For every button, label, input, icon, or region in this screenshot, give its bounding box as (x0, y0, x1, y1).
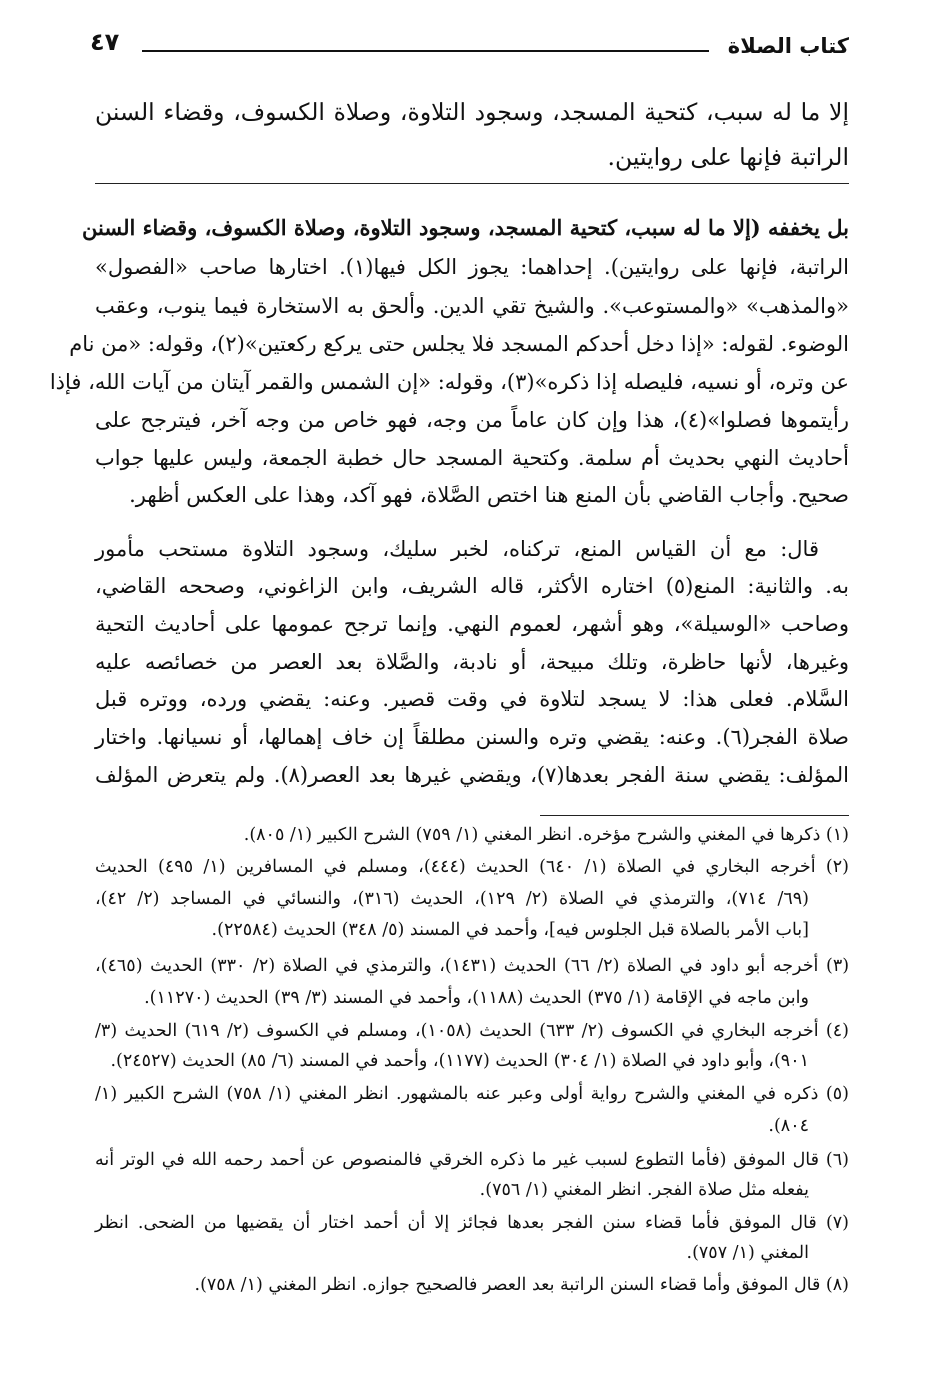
commentary-line: السَّلام. فعلى هذا: لا يسجد لتلاوة في وقت قصير. وعنه: يقضي ورده، ووتره قبل (95, 687, 849, 711)
page-header (90, 26, 849, 66)
footnote-line: ٩٠١)، وأبو داود في الصلاة (١/ ٣٠٤) الحديث (١١٧٧)، وأحمد في المسند (٦/ ٨٥) الحديث (٢٤٥٢٧). (110, 1051, 809, 1071)
header-rule (142, 50, 709, 52)
commentary-line: به. والثانية: المنع(٥) اختاره الأكثر، قاله الشريف، وابن الزاغوني، وصححه القاضي، (95, 574, 849, 598)
footnote-line: (٣) أخرجه أبو داود في الصلاة (٢/ ٦٦) الحديث (١٤٣١)، والترمذي في الصلاة (٢/ ٣٣٠) الحديث (٤٦٥)، (95, 956, 850, 976)
footnote-line: (٢) أخرجه البخاري في الصلاة (١/ ٦٤٠) الحديث (٤٤٤)، ومسلم في المسافرين (١/ ٤٩٥) الحديث (95, 857, 849, 877)
page-number: ٤٧ (90, 28, 120, 56)
footnote-line: [باب الأمر بالصلاة قبل الجلوس فيه]، وأحمد في المسند (٥/ ٣٤٨) الحديث (٢٢٥٨٤). (211, 920, 809, 940)
footnote-line: (٥) ذكره في المغني والشرح رواية أولى وعبر عنه بالمشهور. انظر المغني (١/ ٧٥٨) الشرح الكبير (١/ (95, 1084, 849, 1104)
footnote-line: يفعله مثل صلاة الفجر. انظر المغني (١/ ٧٥٦). (479, 1180, 809, 1200)
commentary-line: وصاحب «الوسيلة»، وهو أشهر، لعموم النهي. وإنما ترجح عمومها على أحاديث التحية (95, 612, 849, 636)
footnote-line: (٦٩/ ٧١٤)، والترمذي في الصلاة (٢/ ١٢٩)، الحديث (٣١٦)، والنسائي في المساجد (٢/ ٤٢)، (95, 889, 809, 909)
footnote-line: (٧) قال الموفق فأما قضاء سنن الفجر بعدها فجائز إلا أن أحمد اختار أن يقضيها من الضحى. انظر (95, 1213, 849, 1233)
commentary-line: «والمذهب» «والمستوعب». والشيخ تقي الدين. وألحق به الاستخارة فيما ينوب، وعقب (95, 294, 849, 318)
footnote-divider (540, 815, 849, 816)
footnote-line: ٨٠٤). (768, 1116, 809, 1136)
commentary-line: المؤلف: يقضي سنة الفجر بعدها(٧)، ويقضي غيرها بعد العصر(٨). ولم يتعرض المؤلف (95, 763, 849, 787)
footnote-line: وابن ماجه في الإقامة (١/ ٣٧٥) الحديث (١١٨٨)، وأحمد في المسند (٣/ ٣٩) الحديث (١١٢٧٠). (144, 988, 809, 1008)
commentary-line: الوضوء. لقوله: «إذا دخل أحدكم المسجد فلا يجلس حتى يركع ركعتين»(٢)، وقوله: «من نام (69, 332, 849, 356)
commentary-line: وغيرها، لأنها حاظرة، وتلك مبيحة، أو نادبة، والصَّلاة بعد العصر من خصائصه عليه (95, 650, 849, 674)
commentary-line: الراتبة، فإنها على روايتين). إحداهما: يجوز الكل فيها(١). اختارها صاحب «الفصول» (95, 255, 849, 279)
commentary-line: بل يخففه (إلا ما له سبب، كتحية المسجد، وسجود التلاوة، وصلاة الكسوف، وقضاء السنن (82, 215, 849, 240)
commentary-line: عن وتره، أو نسيه، فليصله إذا ذكره»(٣)، وقوله: «إن الشمس والقمر آيتان من آيات الله، فإذا (49, 370, 849, 394)
footnote-line: (٦) قال الموفق (فأما التطوع لسبب غير ما ذكره الخرقي فالمنصوص عن أحمد رحمه الله في الوتر أنه (95, 1150, 849, 1170)
commentary-line: صحيح. وأجاب القاضي بأن المنع هنا اختص الصَّلاة، فهو آكد، وهذا على العكس أظهر. (129, 483, 849, 507)
commentary-line: رأيتموها فصلوا»(٤)، هذا وإن كان عاماً من وجه، فهو خاص من وجه آخر، فيترجح على (95, 408, 849, 432)
footnote-line: (٤) أخرجه البخاري في الكسوف (٢/ ٦٣٣) الحديث (١٠٥٨)، ومسلم في الكسوف (٢/ ٦١٩) الحديث (٣/ (95, 1021, 849, 1041)
footnote-line: (١) ذكرها في المغني والشرح مؤخره. انظر المغني (١/ ٧٥٩) الشرح الكبير (١/ ٨٠٥). (243, 825, 849, 845)
footnote-line: (٨) قال الموفق وأما قضاء السنن الراتبة بعد العصر فالصحيح جوازه. انظر المغني (١/ ٧٥٨). (194, 1275, 849, 1295)
commentary-line: قال: مع أن القياس المنع، تركناه، لخبر سليك، وسجود التلاوة مستحب مأمور (95, 537, 819, 561)
section-divider (95, 183, 849, 184)
chapter-title: كتاب الصلاة (727, 34, 849, 58)
base-text-line: إلا ما له سبب، كتحية المسجد، وسجود التلاوة، وصلاة الكسوف، وقضاء السنن (95, 98, 849, 126)
commentary-line: صلاة الفجر(٦). وعنه: يقضي وتره والسنن مطلقاً إن خاف إهمالها، أو نسيانها. واختار (95, 725, 849, 749)
footnote-line: المغني (١/ ٧٥٧). (686, 1243, 809, 1263)
base-text-line: الراتبة فإنها على روايتين. (607, 143, 849, 171)
commentary-line: أحاديث النهي بحديث أم سلمة. وكتحية المسجد حال خطبة الجمعة، وليس عليها جواب (95, 446, 849, 470)
